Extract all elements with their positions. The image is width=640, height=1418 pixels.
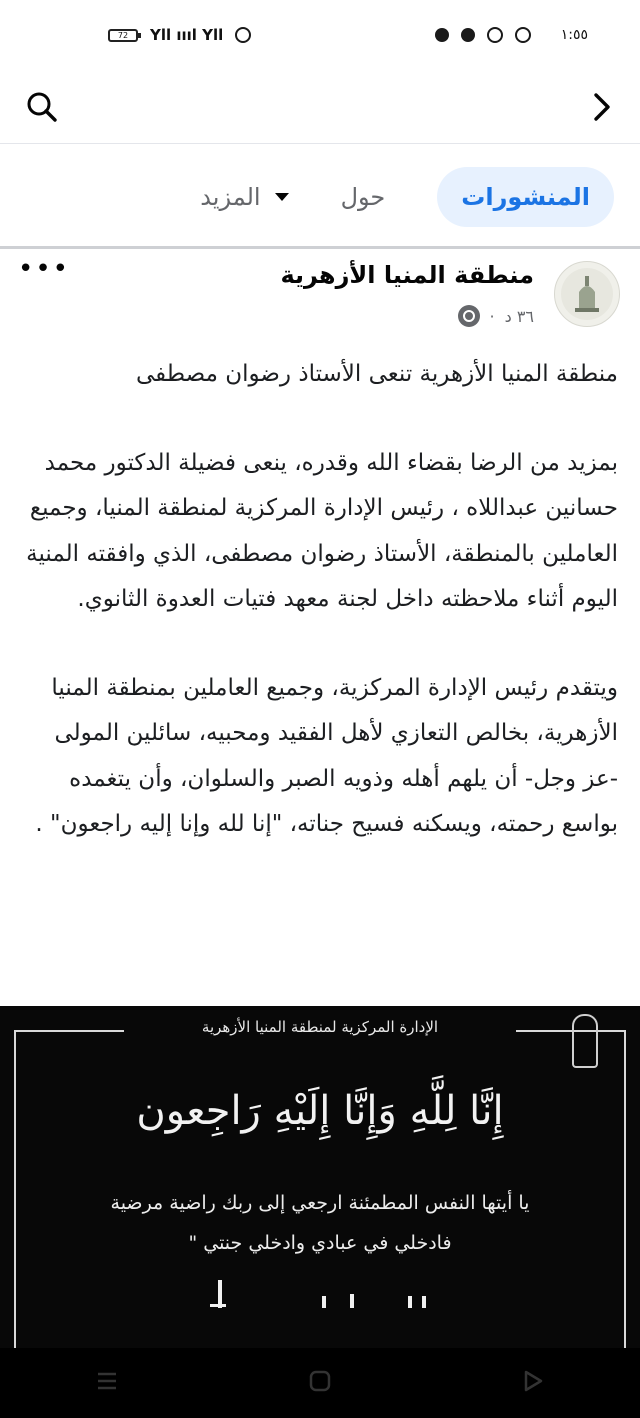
image-verse-line-2: فادخلي في عبادي وادخلي جنتي " [188,1232,452,1254]
image-signature-marks [200,1276,460,1316]
status-right [435,27,588,43]
chevron-right-icon[interactable] [586,89,616,125]
battery-icon: 72 [108,29,138,42]
post-paragraph-2: ويتقدم رئيس الإدارة المركزية، وجميع العاملين بمنطقة المنيا الأزهرية، بخالص التعازي لأهل الفقيد ومحبيه، سائلين المولى -عز وجل- أن يلهم أهله وذويه الصبر والسلوان، وأن يتغمده بواسع رحمته، ويسكنه فسيح جناته، "إنا لله وإنا إليه راجعون" . [35,674,618,837]
signal-indicator: Yll ıııl Yll [150,26,224,44]
caret-down-icon [275,193,289,201]
search-icon[interactable] [24,89,60,125]
whatsapp-business-notification-icon [515,27,531,43]
status-bar [0,0,640,70]
whatsapp-notification-icon [487,27,503,43]
system-navigation-bar [0,1348,640,1418]
post-meta: ٣٦ د · [458,305,535,327]
image-header-text: الإدارة المركزية لمنطقة المنيا الأزهرية [201,1018,439,1036]
recent-apps-icon[interactable] [95,1370,119,1396]
status-left [108,26,251,44]
top-nav-bar [0,70,640,144]
post-time[interactable]: ٣٦ د [504,306,534,326]
page-avatar[interactable] [554,261,620,327]
facebook-notification-icon [435,28,449,42]
page-tabs [200,162,614,232]
frame-right-line [624,1030,626,1348]
page-name[interactable]: منطقة المنيا الأزهرية [280,261,534,289]
tab-about[interactable]: حول [340,183,386,211]
clock: ١:٥٥ [560,27,588,43]
post-paragraph-1: بمزيد من الرضا بقضاء الله وقدره، ينعى فضيلة الدكتور محمد حسانين عبداللاه ، رئيس الإدارة المركزية لمنطقة المنيا، وجميع العاملين بالمنطقة، الأستاذ رضوان مصطفى، الذي وافقته المنية اليوم أثناء ملاحظته داخل لجنة معهد فتيات العدوة الثانوي. [26,449,618,612]
divider [0,143,640,144]
image-verse-line-1: يا أيتها النفس المطمئنة ارجعي إلى ربك راضية مرضية [110,1192,530,1214]
post-title: منطقة المنيا الأزهرية تنعى الأستاذ رضوان مصطفى [135,361,618,387]
back-triangle-icon[interactable] [521,1369,545,1397]
tab-posts[interactable]: المنشورات [437,167,614,227]
post-header [0,255,640,345]
mosque-logo-icon [555,262,619,326]
data-icon [235,27,251,43]
section-divider [0,246,640,249]
post-image[interactable] [0,1006,640,1348]
globe-icon [458,305,480,327]
frame-left-line [14,1030,16,1348]
home-icon[interactable] [308,1369,332,1397]
messenger-notification-icon [461,28,475,42]
more-options-icon[interactable]: ••• [18,254,71,284]
tab-more[interactable] [200,183,288,211]
post-text [22,352,618,848]
tab-more-label: المزيد [200,183,261,211]
image-main-verse: إِنَّا لِلَّهِ وَإِنَّا إِلَيْهِ رَاجِعون [136,1088,504,1134]
